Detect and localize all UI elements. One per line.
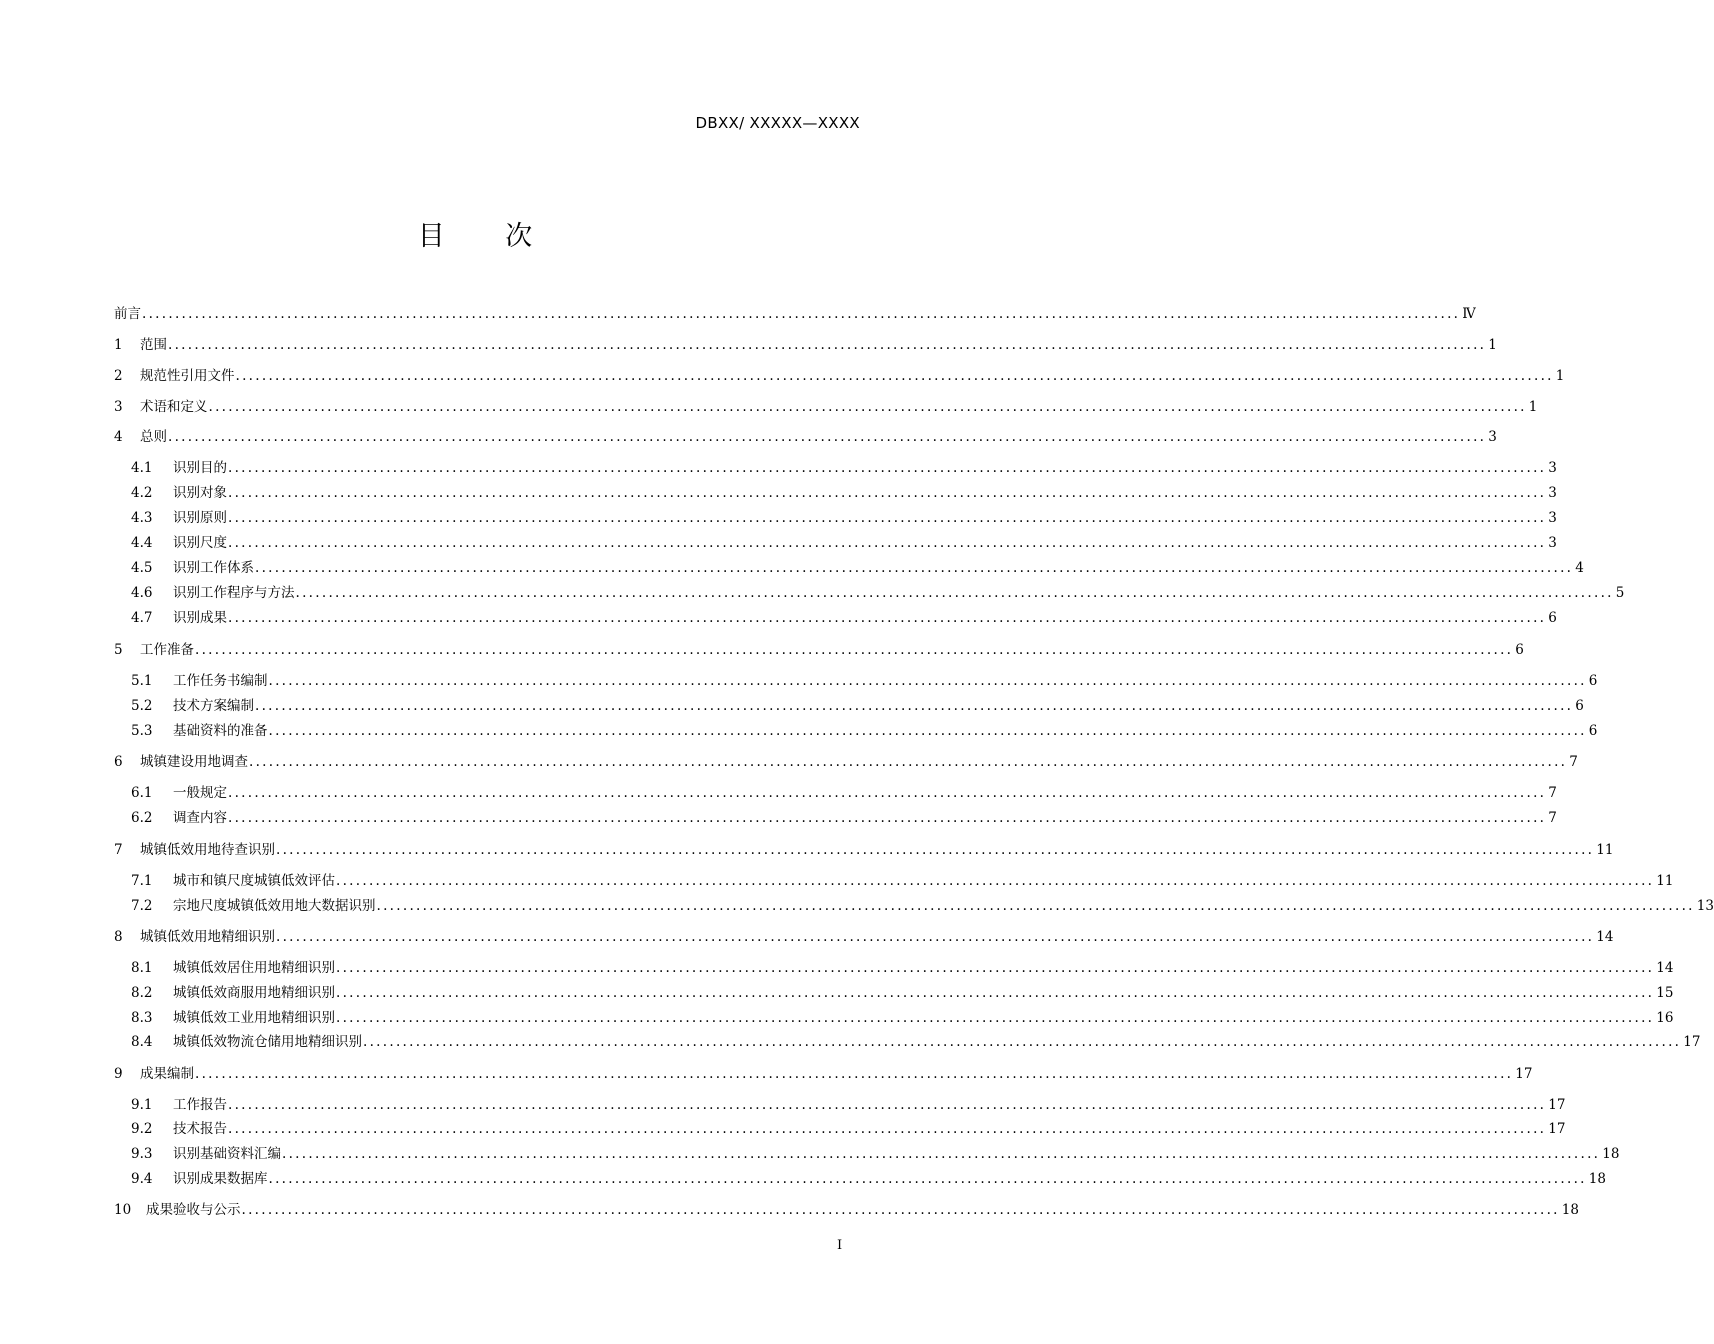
toc-entry-page: 6 [1588,723,1598,739]
toc-entry-title: 总则 [140,429,167,445]
toc-entry-title: 基础资料的准备 [173,723,268,739]
toc-entry-title: 调查内容 [173,810,227,826]
toc-entry-page: 3 [1548,535,1557,551]
toc-entry-title: 成果验收与公示 [146,1202,241,1218]
toc-entry[interactable] [131,1144,1620,1164]
toc-leader-dots: ........................................................................................................................................................................................................ [376,898,1695,914]
toc-entry-title: 城镇低效用地精细识别 [140,929,275,945]
toc-entry[interactable] [131,608,1557,628]
toc-entry-title: 宗地尺度城镇低效用地大数据识别 [173,898,376,914]
toc-entry[interactable] [131,871,1674,891]
toc-leader-dots: ........................................................................................................................................................................................................ [255,698,1574,714]
toc-entry-number: 5.1 [131,673,153,689]
toc-entry[interactable] [131,896,1714,916]
toc-entry[interactable] [114,1064,1533,1084]
toc-entry-title: 术语和定义 [140,399,208,415]
toc-entry-page: 1 [1488,337,1497,353]
toc-entry-page: 18 [1561,1202,1579,1218]
toc-leader-dots: ........................................................................................................................................................................................................ [276,842,1595,858]
toc-entry-number: 8.1 [131,960,153,976]
toc-entry-number: 5 [114,642,123,658]
toc-leader-dots: ........................................................................................................................................................................................................ [276,929,1595,945]
toc-leader-dots: ........................................................................................................................................................................................................ [268,673,1587,689]
toc-entry-page: 6 [1588,673,1598,689]
toc-entry-page: 18 [1602,1146,1620,1162]
toc-entry-title: 识别工作程序与方法 [173,585,295,601]
toc-entry-title: 城镇建设用地调查 [140,754,248,770]
toc-entry[interactable] [131,721,1598,741]
toc-entry-page: 15 [1656,985,1674,1001]
toc-entry-title: 识别目的 [173,460,227,476]
toc-entry-number: 9.1 [131,1097,153,1113]
toc-entry-number: 4.1 [131,460,153,476]
toc-entry-title: 范围 [140,337,167,353]
toc-entry-page: 6 [1515,642,1524,658]
toc-leader-dots: ........................................................................................................................................................................................................ [195,1066,1514,1082]
toc-entry-title: 城镇低效居住用地精细识别 [173,960,335,976]
toc-entry-title: 城镇低效物流仓储用地精细识别 [173,1034,362,1050]
toc-entry-page: 1 [1555,368,1565,384]
toc-entry-title: 识别工作体系 [173,560,254,576]
toc-entry-number: 4.2 [131,485,153,501]
toc-entry-number: 2 [114,368,123,384]
document-code: DBXX/ XXXXX—XXXX [695,114,860,132]
toc-entry[interactable] [131,1119,1566,1139]
toc-entry-number: 3 [114,399,123,415]
toc-entry-page: 1 [1528,399,1538,415]
toc-entry-number: 4.7 [131,610,153,626]
toc-entry-page: 17 [1683,1034,1701,1050]
toc-entry-page: Ⅳ [1462,306,1476,322]
toc-entry-page: 3 [1488,429,1497,445]
toc-entry-page: 7 [1548,810,1557,826]
toc-entry[interactable] [131,533,1557,553]
toc-entry-number: 7 [114,842,123,858]
toc-entry-number: 8.4 [131,1034,153,1050]
toc-entry[interactable] [131,808,1557,828]
toc-entry-number: 8.2 [131,985,153,1001]
toc-entry[interactable] [131,583,1625,603]
toc-leader-dots: ........................................................................................................................................................................................................ [282,1146,1601,1162]
toc-entry[interactable] [114,304,1476,324]
toc-entry-number: 8 [114,929,123,945]
page-number: I [837,1238,843,1253]
toc-entry-page: 7 [1548,785,1557,801]
toc-entry[interactable] [131,558,1584,578]
toc-leader-dots: ........................................................................................................................................................................................................ [268,723,1587,739]
toc-entry-title: 识别尺度 [173,535,227,551]
toc-entry-title: 成果编制 [140,1066,194,1082]
toc-entry-title: 识别成果数据库 [173,1171,268,1187]
page-title: 目 次 [417,221,533,252]
toc-entry[interactable] [131,696,1584,716]
toc-leader-dots: ........................................................................................................................................................................................................ [228,485,1547,501]
toc-entry-number: 5.2 [131,698,153,714]
toc-entry-title: 识别原则 [173,510,227,526]
toc-entry-title: 工作任务书编制 [173,673,268,689]
toc-entry-page: 3 [1548,510,1557,526]
toc-entry-number: 10 [114,1202,132,1218]
toc-leader-dots: ........................................................................................................................................................................................................ [228,535,1547,551]
toc-entry-title: 工作准备 [140,642,194,658]
toc-leader-dots: ........................................................................................................................................................................................................ [228,785,1547,801]
toc-entry-number: 9.2 [131,1121,153,1137]
toc-leader-dots: ........................................................................................................................................................................................................ [241,1202,1560,1218]
toc-entry[interactable] [114,640,1524,660]
toc-entry-title: 城镇低效工业用地精细识别 [173,1010,335,1026]
toc-entry-number: 4.4 [131,535,153,551]
toc-leader-dots: ........................................................................................................................................................................................................ [228,510,1547,526]
toc-entry-number: 9.4 [131,1171,153,1187]
toc-entry[interactable] [114,752,1578,772]
toc-entry[interactable] [114,1200,1579,1220]
toc-entry[interactable] [114,335,1497,355]
toc-entry-title: 城市和镇尺度城镇低效评估 [173,873,335,889]
toc-leader-dots: ........................................................................................................................................................................................................ [249,754,1568,770]
toc-entry-number: 4 [114,429,123,445]
toc-entry-title: 规范性引用文件 [140,368,235,384]
toc-entry[interactable] [114,840,1614,860]
toc-entry-page: 3 [1548,460,1557,476]
toc-entry-page: 6 [1548,610,1557,626]
toc-entry-number: 4.6 [131,585,153,601]
toc-leader-dots: ........................................................................................................................................................................................................ [228,1097,1547,1113]
toc-leader-dots: ........................................................................................................................................................................................................ [228,810,1547,826]
toc-entry[interactable] [131,1169,1606,1189]
toc-entry[interactable] [131,783,1557,803]
toc-entry[interactable] [131,1032,1701,1052]
toc-entry-number: 9 [114,1066,123,1082]
toc-entry-title: 技术报告 [173,1121,227,1137]
toc-entry-title: 识别成果 [173,610,227,626]
toc-entry-number: 6.2 [131,810,153,826]
toc-leader-dots: ........................................................................................................................................................................................................ [208,399,1527,415]
toc-entry-page: 7 [1569,754,1578,770]
toc-entry-page: 11 [1656,873,1674,889]
toc-leader-dots: ........................................................................................................................................................................................................ [228,1121,1547,1137]
toc-entry[interactable] [114,427,1497,447]
toc-leader-dots: ........................................................................................................................................................................................................ [168,429,1487,445]
toc-entry[interactable] [131,483,1557,503]
toc-entry-page: 11 [1596,842,1614,858]
toc-leader-dots: ........................................................................................................................................................................................................ [228,610,1547,626]
toc-entry-title: 技术方案编制 [173,698,254,714]
toc-leader-dots: ........................................................................................................................................................................................................ [336,985,1655,1001]
toc-leader-dots: ........................................................................................................................................................................................................ [228,460,1547,476]
toc-entry[interactable] [131,958,1674,978]
toc-entry-number: 6 [114,754,123,770]
toc-leader-dots: ........................................................................................................................................................................................................ [268,1171,1587,1187]
toc-entry-page: 16 [1656,1010,1674,1026]
toc-entry[interactable] [131,1095,1566,1115]
toc-leader-dots: ........................................................................................................................................................................................................ [363,1034,1682,1050]
toc-leader-dots: ........................................................................................................................................................................................................ [255,560,1574,576]
toc-entry[interactable] [131,983,1674,1003]
toc-entry-number: 1 [114,337,123,353]
toc-entry-title: 工作报告 [173,1097,227,1113]
toc-entry-page: 17 [1548,1121,1566,1137]
toc-entry-page: 5 [1615,585,1625,601]
toc-entry-number: 7.1 [131,873,153,889]
toc-entry-title: 城镇低效用地待查识别 [140,842,275,858]
toc-entry[interactable] [114,397,1538,417]
toc-entry-page: 17 [1515,1066,1533,1082]
toc-entry-title: 城镇低效商服用地精细识别 [173,985,335,1001]
toc-entry-page: 3 [1548,485,1557,501]
toc-leader-dots: ........................................................................................................................................................................................................ [295,585,1614,601]
toc-entry-number: 8.3 [131,1010,153,1026]
toc-leader-dots: ........................................................................................................................................................................................................ [168,337,1487,353]
toc-entry[interactable] [114,366,1565,386]
toc-entry-page: 14 [1596,929,1614,945]
toc-entry-title: 前言 [114,306,141,322]
toc-entry-number: 7.2 [131,898,153,914]
toc-leader-dots: ........................................................................................................................................................................................................ [336,1010,1655,1026]
toc-entry[interactable] [131,671,1598,691]
toc-entry-page: 18 [1588,1171,1606,1187]
toc-entry-title: 识别基础资料汇编 [173,1146,281,1162]
toc-entry-page: 17 [1548,1097,1566,1113]
toc-entry-number: 4.5 [131,560,153,576]
toc-entry-page: 4 [1575,560,1584,576]
toc-leader-dots: ........................................................................................................................................................................................................ [336,873,1655,889]
toc-entry-page: 6 [1575,698,1584,714]
toc-leader-dots: ........................................................................................................................................................................................................ [195,642,1514,658]
toc-entry[interactable] [114,927,1614,947]
toc-entry[interactable] [131,458,1557,478]
toc-entry-number: 9.3 [131,1146,153,1162]
toc-entry-page: 13 [1696,898,1714,914]
toc-entry-page: 14 [1656,960,1674,976]
toc-leader-dots: ........................................................................................................................................................................................................ [142,306,1461,322]
toc-entry[interactable] [131,508,1557,528]
toc-leader-dots: ........................................................................................................................................................................................................ [336,960,1655,976]
toc-entry-number: 4.3 [131,510,153,526]
toc-leader-dots: ........................................................................................................................................................................................................ [235,368,1554,384]
toc-entry-number: 6.1 [131,785,153,801]
toc-entry[interactable] [131,1008,1674,1028]
toc-entry-number: 5.3 [131,723,153,739]
toc-entry-title: 一般规定 [173,785,227,801]
toc-entry-title: 识别对象 [173,485,227,501]
